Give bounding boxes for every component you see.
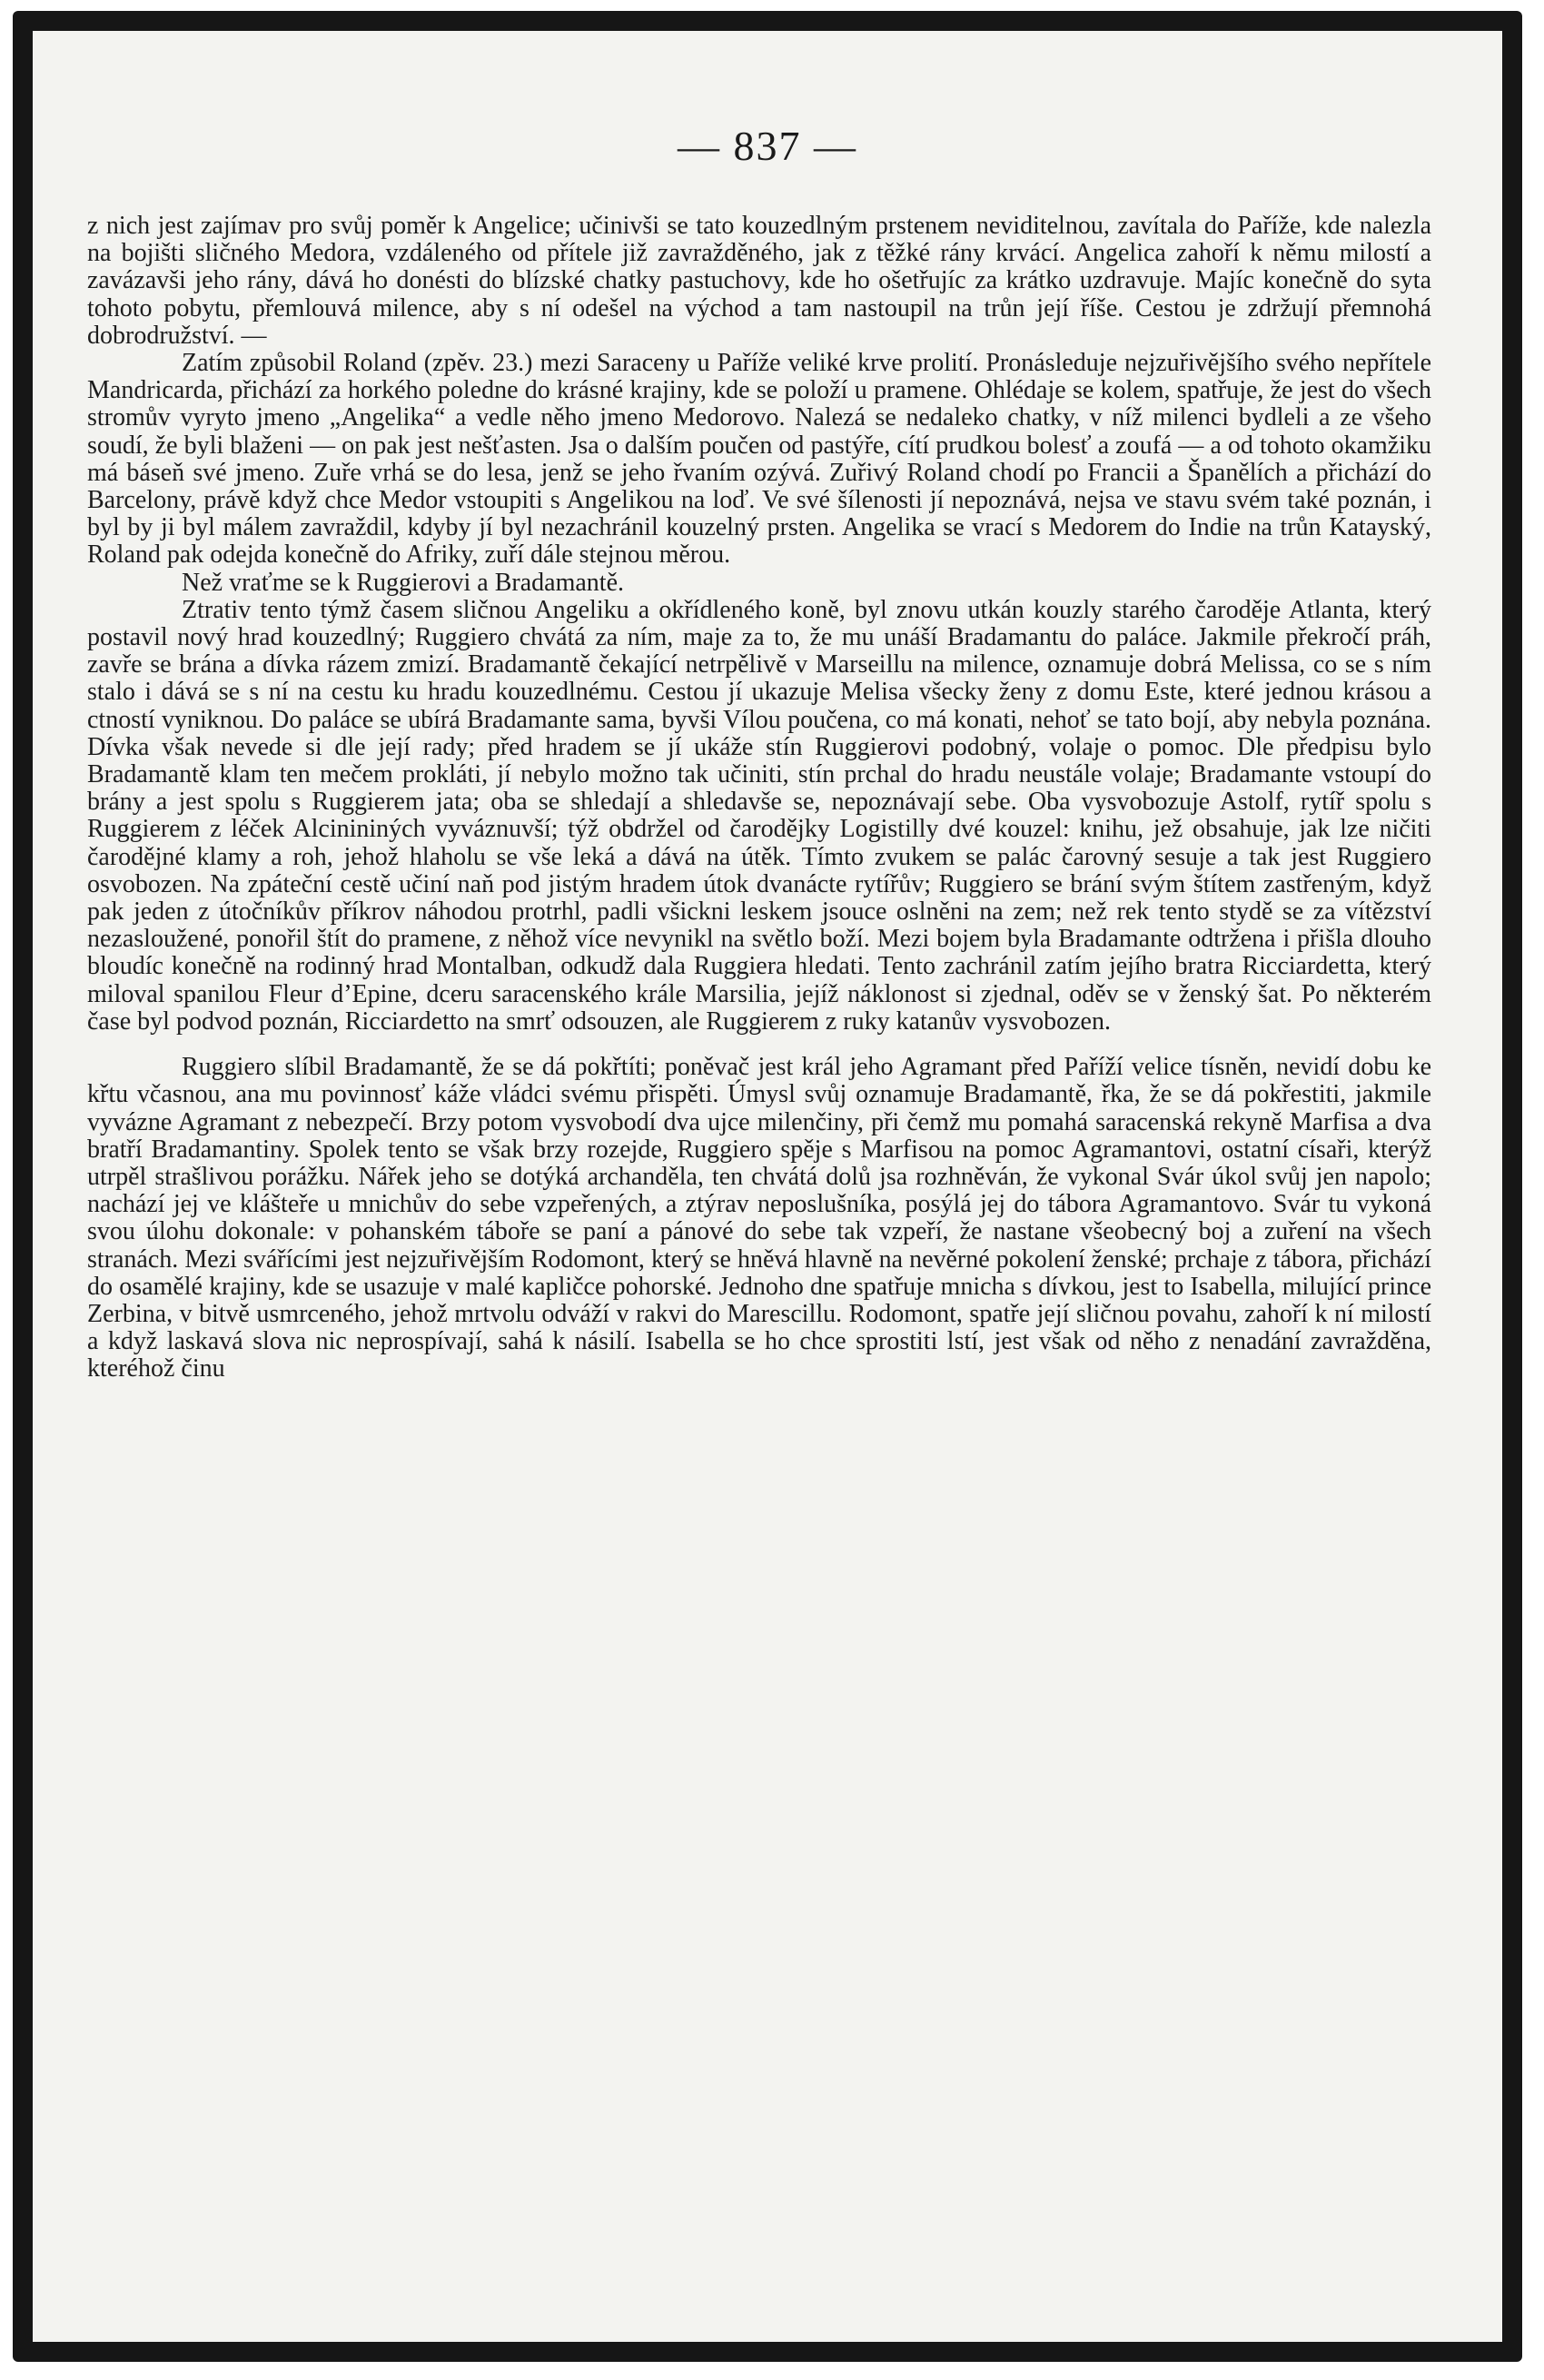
paragraph-4: Ztrativ tento týmž časem sličnou Angeliku a okřídleného koně, byl znovu utkán kouzly starého čaroděje Atlanta, který postavil nový hrad kouzedlný; Ruggiero chvátá za ním, maje za to, že mu unáší Bradamantu do paláce. Jakmile překročí práh, zavře se brána a dívka rázem zmizí. Bradamantě čekající netrpělivě v Marseillu na milence, oznamuje dobrá Melissa, co se s ním stalo i dává se s ní na cestu ku hradu kouzedlnému. Cestou jí ukazuje Melisa všecky ženy z domu Este, které jednou krásou a ctností vyniknou. Do paláce se ubírá Bradamante sama, byvši Vílou poučena, co má konati, nehoť se tato bojí, aby nebyla poznána. Dívka však nevede si dle její rady; před hradem se jí ukáže stín Ruggierovi podobný, volaje o pomoc. Dle předpisu bylo Bradamantě klam ten mečem prokláti, jí nebylo možno tak učiniti, stín prchal do hradu neustále volaje; Bradamante vstoupí do brány a jest spolu s Ruggierem jata; oba se shledají a shledavše se, nepoznávají sebe. Oba vysvobozuje Astolf, rytíř spolu s Ruggierem z léček Alcinininých vyváznuvší; týž obdržel od čarodějky Logistilly dvé kouzel: knihu, jež obsahuje, jak lze ničiti čarodějné klamy a roh, jehož hlaholu se vše leká a dává na útěk. Tímto zvukem se palác čarovný sesuje a tak jest Ruggiero osvobozen. Na zpáteční cestě učiní naň pod jistým hradem útok dvanácte rytířův; Ruggiero se brání svým štítem zastřeným, když pak jeden z útočníkův příkrov náhodou protrhl, padli všickni leskem jsouce oslněni na zem; než rek tento stydě se za vítězství nezasloužené, ponořil štít do pramene, z něhož více nevynikl na světlo boží. Mezi bojem byla Bradamante odtržena i přišla dlouho bloudíc konečně na rodinný hrad Montalban, odkudž dala Ruggiera hledati. Tento zachránil zatím jejího bratra Ricciardetta, který miloval spanilou Fleur d’Epine, dceru saracenského krále Marsilia, jejíž náklonost si zjednal, oděv se v ženský šat. Po některém čase byl podvod poznán, Ricciardetto na smrť odsouzen, ale Ruggierem z ruky katanův vysvobozen.	[87, 595, 1431, 1036]
paragraph-5: Ruggiero slíbil Bradamantě, že se dá pokřtíti; poněvač jest král jeho Agramant před Paříží velice tísněn, nevidí dobu ke křtu včasnou, ana mu povinnosť káže vládci svému přispěti. Úmysl svůj oznamuje Bradamantě, řka, že se dá pokřestiti, jakmile vyvázne Agramant z nebezpečí. Brzy potom vysvobodí dva ujce milenčiny, při čemž mu pomahá saracenská rekyně Marfisa a dva bratří Bradamantiny. Spolek tento se však brzy rozejde, Ruggiero spěje s Marfisou na pomoc Agramantovi, ostatní císaři, kterýž utrpěl strašlivou porážku. Nářek jeho se dotýká archanděla, ten chvátá dolů jsa rozhněván, že vykonal Svár úkol svůj jen napolo; nachází jej ve klášteře u mnichův do sebe vzpeřených, a ztýrav neposlušníka, posýlá jej do tábora Agramantovo. Svár tu vykoná svou úlohu dokonale: v pohanském táboře se paní a pánové do sebe tak vzpeří, že nastane všeobecný boj a zuření na všech stranách. Mezi svářícími jest nejzuřivějším Rodomont, který se hněvá hlavně na nevěrné pokolení ženské; prchaje z tábora, přichází do osamělé krajiny, kde se usazuje v malé kapličce pohorské. Jednoho dne spatřuje mnicha s dívkou, jest to Isabella, milující prince Zerbina, v bitvě usmrceného, jehož mrtvolu odváží v rakvi do Marescillu. Rodomont, spatře její sličnou povahu, zahoří k ní milostí a když laskavá slova nic neprospívají, sahá k násilí. Isabella se ho chce sprostiti lstí, jest však od něho z nenadání zavražděna, kteréhož činu	[87, 1053, 1431, 1383]
paragraph-3: Než vraťme se k Ruggierovi a Bradamantě.	[182, 568, 625, 597]
body-text	[87, 213, 1431, 1383]
page-paper	[33, 31, 1502, 2342]
paragraph-2: Zatím způsobil Roland (zpěv. 23.) mezi Saraceny u Paříže veliké krve prolití. Pronásleduje nejzuřivějšího svého nepřítele Mandricarda, přichází za horkého poledne do krásné krajiny, kde se položí u pramene. Ohlédaje se kolem, spatřuje, že jest do všech stromův vyryto jmeno „Angelika“ a vedle něho jmeno Medorovo. Nalezá se nedaleko chatky, v níž milenci bydleli a ze všeho soudí, že byli blaženi — on pak jest nešťasten. Jsa o dalším poučen od pastýře, cítí prudkou bolesť a zoufá — a od tohoto okamžiku má báseň své jmeno. Zuře vrhá se do lesa, jenž se jeho řvaním ozývá. Zuřivý Roland chodí po Francii a Španělích a přichází do Barcelony, právě když chce Medor vstoupiti s Angelikou na loď. Ve své šílenosti jí nepoznává, nejsa ve stavu svém také poznán, i byl by ji byl málem zavraždil, kdyby jí byl nezachránil kouzelný prsten. Angelika se vrací s Medorem do Indie na trůn Katayský, Roland pak odejda konečně do Afriky, zuří dále stejnou měrou.	[87, 349, 1431, 570]
page-number: — 837 —	[678, 123, 857, 169]
paragraph-1: z nich jest zajímav pro svůj poměr k Angelice; učinivši se tato kouzedlným prstenem neviditelnou, zavítala do Paříže, kde nalezla na bojišti sličného Medora, vzdáleného od přítele již zavražděného, jak z těžké rány krvácí. Angelica zahoří k němu milostí a zavázavši jeho rány, dává ho donésti do blízské chatky pastuchovy, kde ho ošetřujíc za krátko uzdravuje. Majíc konečně do syta tohoto pobytu, přemlouvá milence, aby s ní odešel na východ a tam nastoupil na trůn její říše. Cestou je zdržují přemnohá dobrodružství. —	[87, 212, 1431, 350]
scanned-page-border	[13, 11, 1522, 2362]
